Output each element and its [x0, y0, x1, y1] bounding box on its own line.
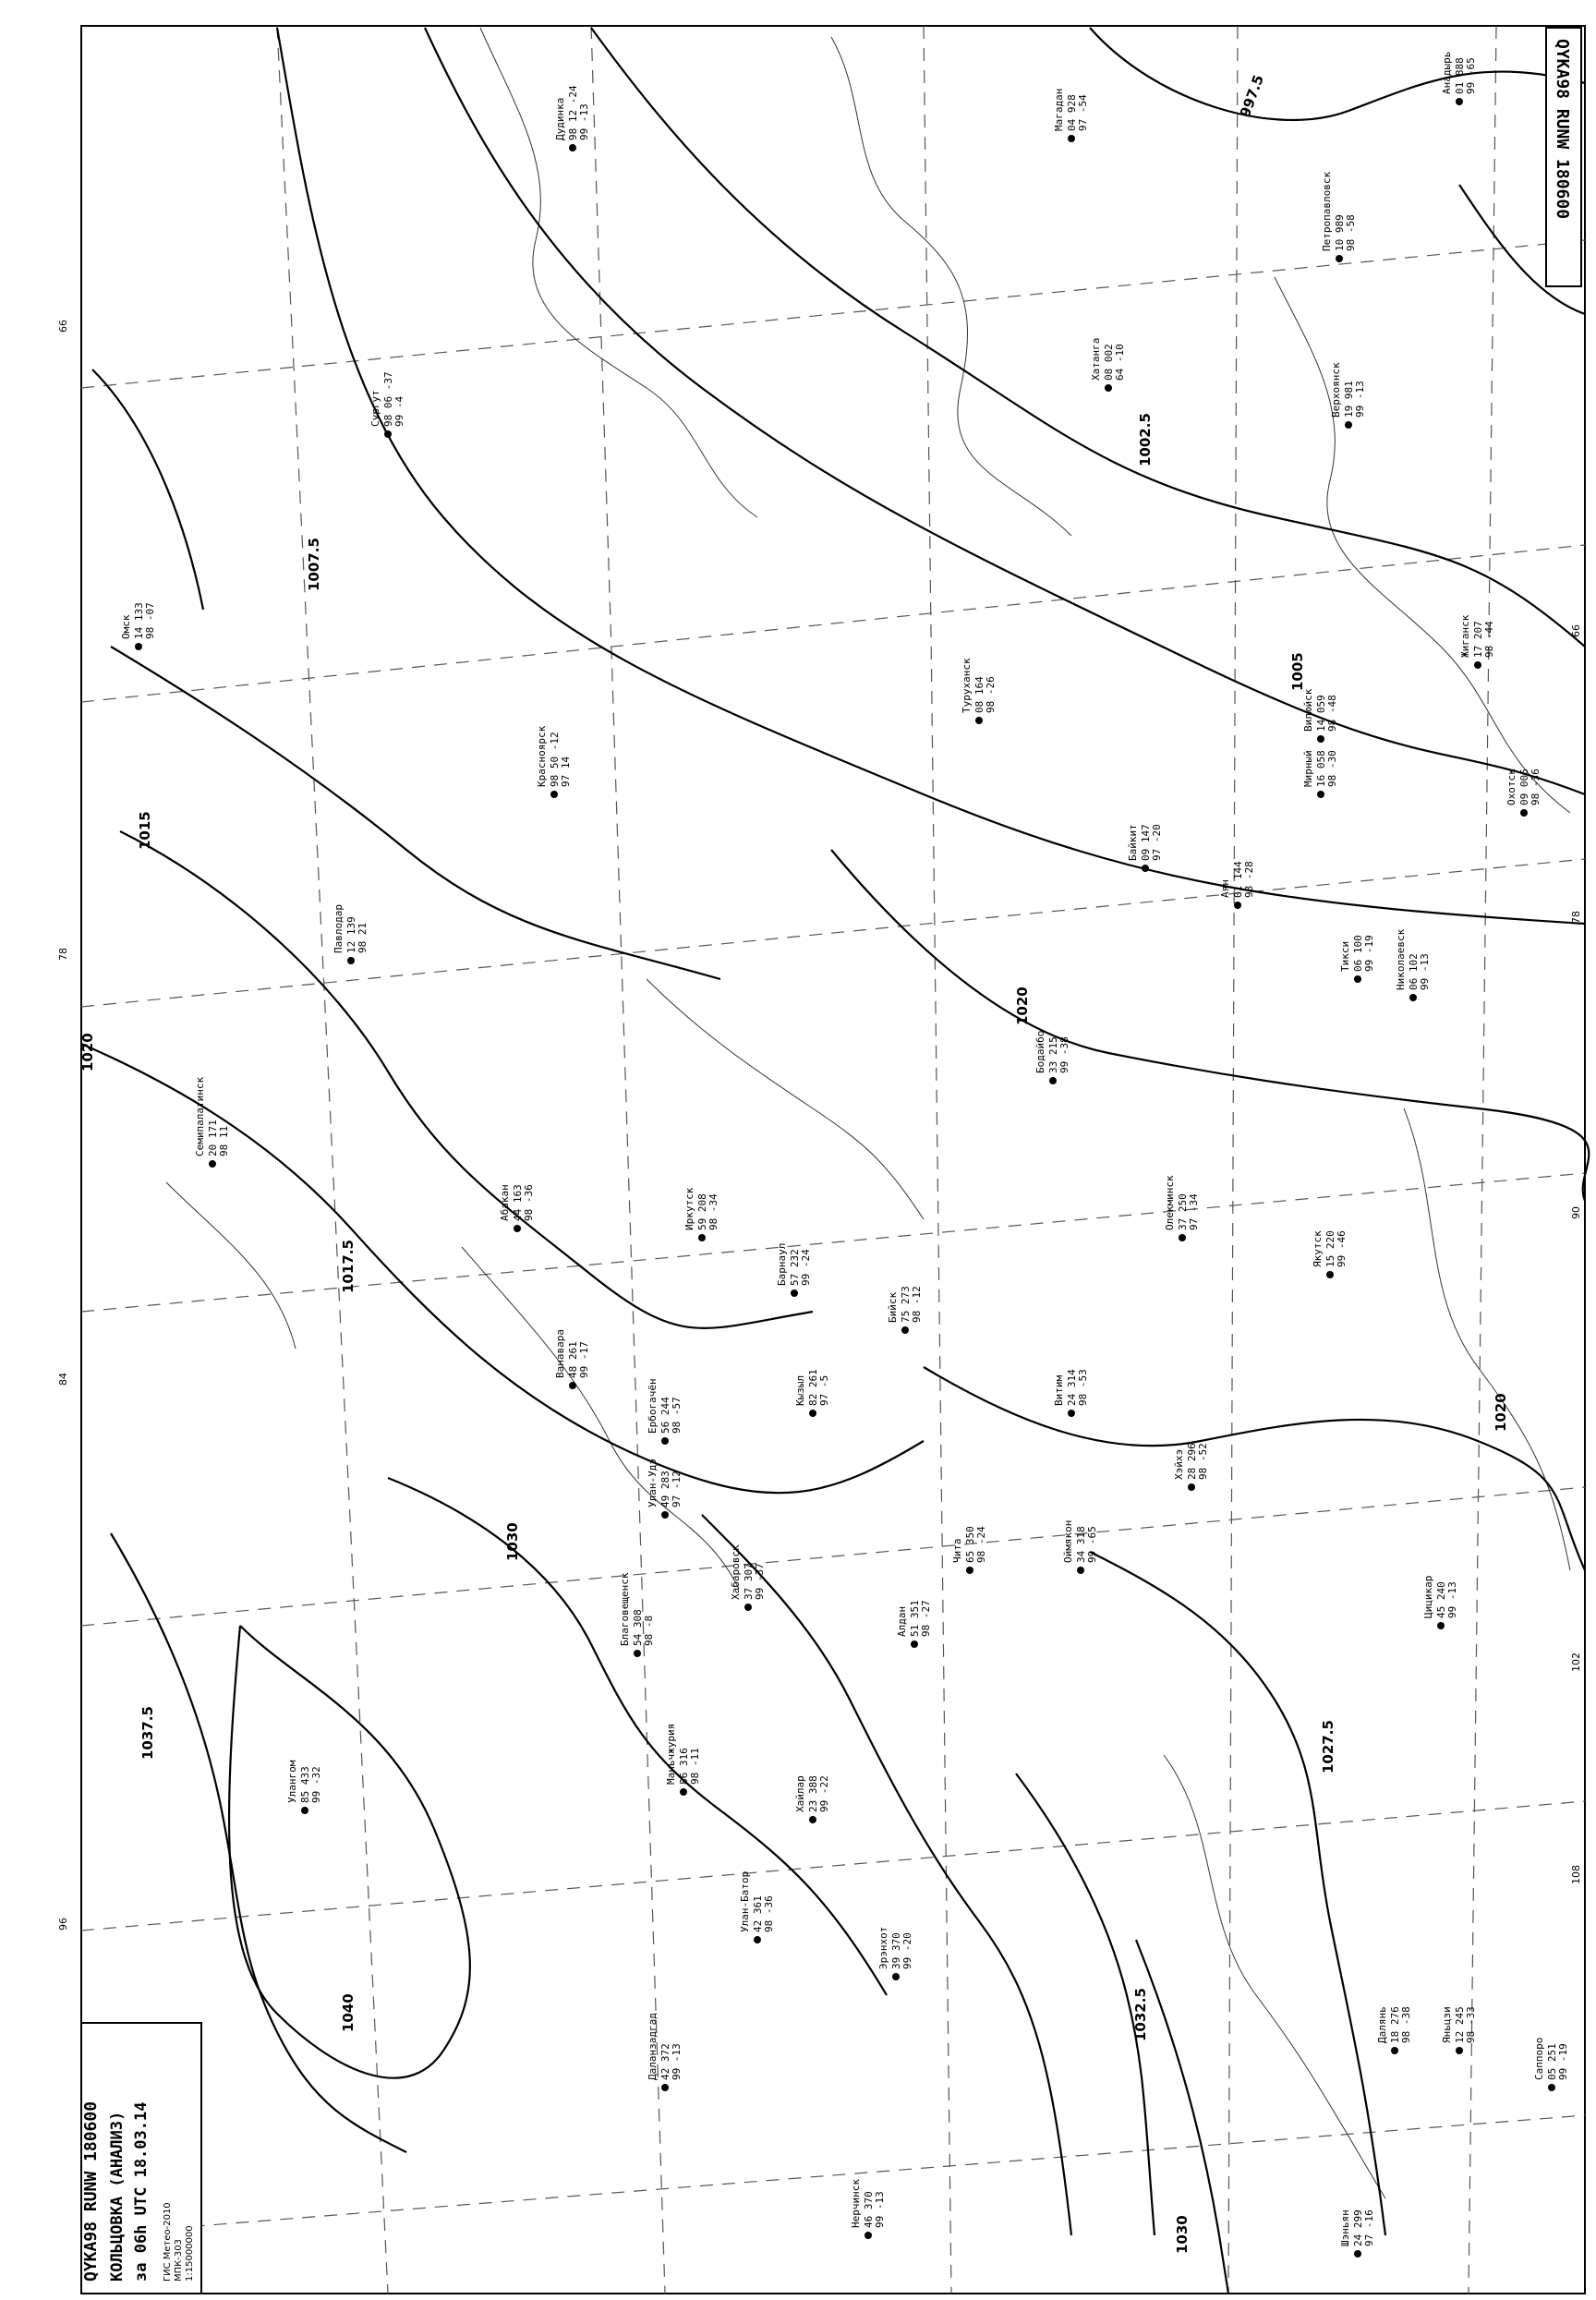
station-vilyuysk — [1302, 688, 1338, 743]
station-marker — [966, 1567, 973, 1574]
station-name: Николаевск — [1395, 928, 1407, 990]
station-obs: 98 -36 — [523, 1184, 535, 1221]
station-marker — [1234, 902, 1241, 909]
station-obs: 98 06 -37 — [382, 371, 394, 427]
station-name: Далянь — [1376, 2006, 1388, 2043]
station-tiksi — [1339, 935, 1375, 983]
station-obs: 98 50 -12 — [549, 732, 561, 787]
station-obs: 14 059 — [1315, 695, 1327, 732]
station-vanavara — [554, 1329, 590, 1389]
isobar-label: 1020 — [1014, 987, 1031, 1025]
station-obs: 97 -34 — [1188, 1193, 1200, 1230]
station-dalyan — [1376, 2006, 1412, 2054]
station-obs: 97 -16 — [1363, 2209, 1375, 2246]
station-obs: 98 -36 — [763, 1895, 775, 1932]
station-obs: 99 -22 — [818, 1775, 830, 1812]
station-obs: 98 -07 — [144, 602, 156, 639]
station-obs: 46 370 — [863, 2191, 875, 2228]
station-name: Петропавловск — [1321, 171, 1333, 251]
station-obs: 99 -32 — [310, 1766, 322, 1803]
station-marker — [1105, 384, 1112, 392]
station-obs: 15 220 — [1324, 1230, 1336, 1267]
station-obs: 97 14 — [560, 756, 572, 787]
isobar-1005 — [425, 28, 1585, 794]
station-name: Бийск — [887, 1291, 899, 1323]
station-kheykhe — [1173, 1443, 1209, 1491]
station-name: Даланзадгад — [647, 2013, 659, 2080]
station-krasnoyarsk — [536, 725, 572, 798]
station-obs: 01 888 — [1454, 57, 1466, 94]
station-marker — [634, 1650, 641, 1657]
bottom-footer: ГИС Метео-2010 — [163, 2202, 173, 2282]
station-obs: 12 245 — [1454, 2006, 1466, 2043]
station-obs: 09 006 — [1518, 769, 1530, 805]
station-obs: 99 -19 — [1363, 935, 1375, 972]
edge-mark-left: 96 — [57, 1918, 69, 1931]
station-obs: 16 058 — [1315, 750, 1327, 787]
station-name: Хатанга — [1090, 337, 1102, 381]
station-obs: 97 -54 — [1077, 94, 1089, 131]
station-vitim — [1053, 1369, 1089, 1417]
station-blagoveshchensk — [619, 1572, 655, 1657]
station-obs: 97 -12 — [671, 1471, 683, 1507]
station-obs: 99 -13 — [578, 103, 590, 140]
station-obs: 42 372 — [659, 2043, 671, 2080]
station-obs: 28 296 — [1186, 1443, 1198, 1480]
station-name: Алдан — [896, 1605, 908, 1637]
station-name: Иркутск — [683, 1187, 695, 1230]
station-sapporo — [1533, 2038, 1569, 2091]
isobar-label: 1020 — [79, 1033, 96, 1071]
bottom-title-line1: QYKA98 RUNW 180600 — [81, 2100, 101, 2282]
station-oymyakon — [1062, 1520, 1098, 1574]
isobars — [81, 28, 1589, 2294]
edge-mark-left: 84 — [57, 1373, 69, 1386]
station-marker — [791, 1289, 798, 1297]
station-obs: 98 -24 — [975, 1526, 987, 1563]
station-obs: 98 -57 — [671, 1397, 683, 1434]
station-bodaybo — [1034, 1031, 1070, 1084]
station-marker — [1077, 1567, 1084, 1574]
station-obs: 98 -44 — [1483, 621, 1495, 658]
stations — [120, 52, 1569, 2258]
station-obs: 99 -17 — [578, 1341, 590, 1378]
station-khatanga — [1090, 338, 1126, 392]
station-manchzhuriya — [665, 1724, 701, 1796]
station-marker — [809, 1816, 816, 1823]
station-name: Олекминск — [1164, 1175, 1176, 1230]
isobar-label: 1040 — [340, 1993, 357, 2032]
isobar-label: 1030 — [1174, 2215, 1191, 2254]
station-marker — [744, 1604, 752, 1611]
edge-mark-left: 78 — [57, 948, 69, 961]
station-obs: 18 276 — [1389, 2006, 1401, 2043]
station-name: Витим — [1053, 1374, 1065, 1406]
station-name: Магадан — [1053, 88, 1065, 131]
station-obs: 99 -13 — [874, 2191, 886, 2228]
station-marker — [680, 1788, 687, 1796]
isobar-1020b — [831, 850, 1589, 1201]
station-obs: 86 316 — [678, 1748, 690, 1785]
station-okhotsk — [1505, 769, 1542, 817]
station-ayan — [1219, 861, 1255, 909]
edge-mark-left: 66 — [57, 320, 69, 333]
station-obs: 64 -10 — [1114, 344, 1126, 381]
station-name: Улан-Батор — [739, 1870, 751, 1932]
station-tsitsikar — [1422, 1576, 1458, 1629]
station-obs: 23 388 — [807, 1775, 819, 1812]
isobar-label: 997.5 — [1236, 72, 1267, 120]
station-name: Аян — [1219, 879, 1231, 898]
station-obs: 06 100 — [1352, 935, 1364, 972]
station-obs: 75 273 — [900, 1286, 912, 1323]
isobar-1020c — [924, 1367, 1585, 1570]
station-obs: 01 144 — [1232, 861, 1244, 898]
station-nerchinsk — [850, 2179, 886, 2239]
station-obs: 08 164 — [973, 676, 985, 713]
station-obs: 98 -34 — [707, 1193, 719, 1230]
station-name: Якутск — [1312, 1230, 1324, 1267]
station-name: Нерчинск — [850, 2179, 862, 2228]
isobar-label: 1037.5 — [139, 1706, 156, 1760]
station-obs: 97 -5 — [818, 1374, 830, 1406]
isobar-1007-5 — [277, 28, 1585, 924]
isobar-label: 1030 — [504, 1522, 521, 1561]
station-obs: 98 -28 — [1243, 861, 1255, 898]
station-obs: 98 -33 — [1465, 2006, 1477, 2043]
station-name: Барнаул — [776, 1242, 788, 1286]
station-ulan-bator — [739, 1871, 775, 1943]
isobar-label: 1020 — [1493, 1393, 1509, 1432]
station-omsk — [120, 602, 156, 650]
station-yakutsk — [1312, 1230, 1348, 1278]
station-marker — [892, 1973, 900, 1980]
station-obs: 10 989 — [1334, 214, 1346, 251]
station-obs: 37 307 — [743, 1563, 755, 1600]
station-obs: 99 -13 — [671, 2043, 683, 2080]
edge-mark-right: 108 — [1570, 1865, 1582, 1884]
station-obs: 45 240 — [1435, 1581, 1447, 1618]
station-aldan — [896, 1600, 932, 1648]
station-marker — [1179, 1234, 1186, 1241]
station-name: Жиганск — [1459, 614, 1471, 658]
station-obs: 54 308 — [632, 1609, 644, 1646]
isobar-1030a — [388, 1478, 887, 1995]
station-name: Вилюйск — [1302, 688, 1314, 732]
station-obs: 97 -20 — [1151, 824, 1163, 861]
station-obs: 99 -46 — [1336, 1230, 1348, 1267]
station-name: Цицикар — [1422, 1575, 1434, 1618]
station-nikolaevsk — [1395, 928, 1431, 1001]
station-name: Омск — [120, 614, 132, 639]
edge-marks — [57, 320, 1582, 1931]
station-dalanzadgad — [647, 2013, 683, 2091]
station-name: Тикси — [1339, 940, 1351, 972]
station-marker — [347, 957, 355, 964]
station-obs: 34 318 — [1075, 1526, 1087, 1563]
station-ulangom — [286, 1760, 322, 1814]
station-obs: 42 361 — [752, 1895, 764, 1932]
station-obs: 39 370 — [890, 1932, 902, 1969]
station-name: Семипалатинск — [194, 1076, 206, 1156]
station-name: Анадырь — [1441, 51, 1453, 94]
station-marker — [1437, 1622, 1445, 1629]
station-name: Красноярск — [536, 725, 548, 787]
station-name: Хэйхэ — [1173, 1448, 1185, 1480]
station-obs: 56 244 — [659, 1397, 671, 1434]
isobar-label: 1017.5 — [340, 1240, 357, 1293]
bottom-title-line2: КОЛЬЦОВКА (АНАЛИЗ) — [108, 2111, 127, 2282]
station-marker — [301, 1807, 308, 1814]
station-obs: 98 -38 — [1400, 2006, 1412, 2043]
isobar-labels — [79, 73, 1509, 2254]
station-barnaul — [776, 1243, 812, 1297]
station-marker — [209, 1160, 216, 1168]
station-obs: 98 -11 — [689, 1748, 701, 1785]
station-marker — [901, 1326, 909, 1334]
station-name: Кызыл — [794, 1374, 806, 1406]
station-name: Байкит — [1127, 824, 1139, 861]
station-name: Улангом — [286, 1760, 298, 1803]
station-marker — [1142, 865, 1149, 872]
isobar-label: 1007.5 — [306, 538, 322, 591]
station-obs: 33 215 — [1047, 1036, 1059, 1073]
station-obs: 06 102 — [1408, 953, 1420, 990]
station-marker — [1520, 809, 1528, 817]
station-obs: 48 261 — [567, 1341, 579, 1378]
station-obs: 98 -30 — [1326, 750, 1338, 787]
station-obs: 51 351 — [909, 1600, 921, 1637]
edge-mark-right: 78 — [1570, 911, 1582, 924]
station-marker — [1326, 1271, 1334, 1278]
bottom-footer: МПК-303 — [174, 2239, 184, 2282]
station-obs: 98 -52 — [1197, 1443, 1209, 1480]
station-marker — [975, 717, 983, 724]
station-anadyr — [1441, 52, 1477, 105]
station-marker — [1456, 98, 1463, 105]
station-marker — [661, 2084, 669, 2091]
station-irkutsk — [683, 1187, 719, 1241]
station-obs: 37 250 — [1177, 1193, 1189, 1230]
station-magadan — [1053, 89, 1089, 142]
top-title-box — [1546, 28, 1581, 286]
station-marker — [1336, 255, 1343, 262]
station-obs: 98 12 -24 — [567, 85, 579, 140]
station-shenyan — [1339, 2209, 1375, 2258]
station-marker — [1317, 735, 1324, 743]
station-obs: 05 251 — [1546, 2043, 1558, 2080]
station-name: Хайлар — [794, 1775, 806, 1812]
station-marker — [569, 144, 576, 151]
station-name: Яньцзи — [1441, 2006, 1453, 2043]
station-name: Улан-Удэ — [647, 1459, 659, 1507]
station-obs: 17 207 — [1472, 621, 1484, 658]
isobar-label: 1032.5 — [1132, 1988, 1149, 2041]
station-erenkhot — [877, 1927, 913, 1980]
station-kyzyl — [794, 1369, 830, 1417]
station-name: Сургут — [369, 390, 381, 427]
station-marker — [864, 2232, 872, 2239]
station-name: Саппоро — [1533, 2037, 1545, 2080]
station-obs: 99 -13 — [1354, 381, 1366, 418]
station-khabarovsk — [730, 1544, 766, 1611]
station-obs: 99 -20 — [901, 1932, 913, 1969]
station-name: Дудинка — [554, 97, 566, 140]
station-marker — [1354, 2250, 1361, 2258]
station-obs: 99 -4 — [393, 395, 405, 427]
station-name: Оймякон — [1062, 1519, 1074, 1563]
station-name: Ванавара — [554, 1329, 566, 1378]
station-obs: 19 981 — [1343, 381, 1355, 418]
isobar-1015 — [111, 647, 720, 979]
station-marker — [911, 1640, 918, 1648]
station-marker — [661, 1437, 669, 1445]
station-name: Чита — [951, 1538, 963, 1563]
station-name: Благовещенск — [619, 1572, 631, 1646]
station-name: Павлодар — [332, 904, 345, 953]
coastlines — [166, 28, 1570, 2198]
station-surgut — [369, 371, 405, 438]
edge-mark-right: 102 — [1570, 1652, 1582, 1672]
station-obs: 99 -65 — [1086, 1526, 1098, 1563]
station-name: Маньчжурия — [665, 1723, 677, 1785]
station-name: Абакан — [499, 1184, 511, 1221]
station-obs: 98 -27 — [920, 1600, 932, 1637]
station-biysk — [887, 1286, 923, 1334]
station-obs: 99 -24 — [800, 1249, 812, 1286]
station-verkhoyansk — [1330, 362, 1366, 429]
graticule — [81, 26, 1585, 2294]
station-khaylar — [794, 1775, 830, 1823]
station-obs: 99 -19 — [1557, 2043, 1569, 2080]
station-name: Охотск — [1505, 769, 1517, 805]
station-chita — [951, 1526, 987, 1574]
station-turukhansk — [961, 658, 997, 724]
isobar-997-5 — [1090, 28, 1585, 120]
station-name: Ербогачён — [647, 1378, 659, 1434]
station-obs: 99 -13 — [1446, 1581, 1458, 1618]
station-marker — [809, 1410, 816, 1417]
isobar-label: 1002.5 — [1137, 413, 1154, 466]
station-obs: 24 299 — [1352, 2209, 1364, 2246]
station-marker — [1068, 1410, 1075, 1417]
station-obs: 57 232 — [789, 1249, 801, 1286]
station-obs: 98 11 — [218, 1125, 230, 1156]
station-obs: 98 -53 — [1077, 1369, 1089, 1406]
station-marker — [1345, 421, 1352, 429]
bottom-title-box — [81, 2023, 201, 2294]
station-marker — [1409, 994, 1417, 1001]
station-obs: 99 -37 — [754, 1563, 766, 1600]
station-petropavlovsk — [1321, 172, 1357, 262]
station-obs: 59 208 — [696, 1193, 708, 1230]
station-marker — [1456, 2047, 1463, 2054]
station-marker — [1068, 135, 1075, 142]
station-marker — [569, 1382, 576, 1389]
bottom-title-line3: за 06h UTC 18.03.14 — [132, 2101, 151, 2282]
station-obs: 98 -48 — [1326, 695, 1338, 732]
station-name: Хабаровск — [730, 1544, 742, 1600]
isobar-label: 1015 — [137, 811, 153, 850]
station-obs: 99 -65 — [1465, 57, 1477, 94]
station-marker — [135, 643, 142, 650]
isobar-label: 1027.5 — [1320, 1720, 1336, 1773]
station-marker — [698, 1234, 706, 1241]
station-name: Верхоянск — [1330, 362, 1342, 418]
station-dudinka — [554, 85, 590, 151]
station-obs: 98 -26 — [985, 676, 997, 713]
station-marker — [1049, 1077, 1057, 1084]
station-semipalatinsk — [194, 1077, 230, 1168]
station-marker — [1474, 661, 1481, 669]
station-name: Мирный — [1302, 750, 1314, 787]
top-title: QYKA98 RUNW 180600 — [1553, 39, 1572, 220]
station-obs: 98 -12 — [911, 1286, 923, 1323]
station-mirny — [1302, 750, 1338, 798]
station-marker — [514, 1225, 521, 1232]
station-obs: 98 -58 — [1345, 214, 1357, 251]
station-name: Туруханск — [961, 658, 973, 713]
station-pavlodar — [332, 904, 369, 964]
station-obs: 85 433 — [299, 1766, 311, 1803]
station-obs: 12 139 — [345, 916, 357, 953]
station-obs: 98 -8 — [643, 1615, 655, 1646]
station-marker — [550, 791, 558, 798]
station-obs: 04 928 — [1066, 94, 1078, 131]
station-obs: 24 314 — [1066, 1369, 1078, 1406]
station-marker — [1391, 2047, 1398, 2054]
station-obs: 99 -13 — [1419, 953, 1431, 990]
station-name: Эрэнхот — [877, 1926, 889, 1969]
station-marker — [1188, 1483, 1195, 1491]
edge-mark-right: 66 — [1570, 624, 1582, 637]
station-marker — [754, 1936, 761, 1943]
station-obs: 82 261 — [807, 1369, 819, 1406]
station-obs: 98 21 — [357, 922, 369, 953]
station-obs: 44 163 — [512, 1184, 524, 1221]
station-obs: 99 -38 — [1058, 1036, 1070, 1073]
station-name: Шэньян — [1339, 2209, 1351, 2246]
station-marker — [1317, 791, 1324, 798]
edge-mark-right: 90 — [1570, 1206, 1582, 1219]
station-obs: 08 002 — [1103, 344, 1115, 381]
station-obs: 65 350 — [964, 1526, 976, 1563]
isobar-1027-5 — [1090, 1552, 1385, 2235]
station-erbogachen — [647, 1378, 683, 1445]
station-olekminsk — [1164, 1175, 1200, 1241]
isobar-label: 1005 — [1289, 652, 1306, 691]
station-obs: 09 147 — [1140, 824, 1152, 861]
station-marker — [1354, 975, 1361, 983]
station-zhigansk — [1459, 614, 1495, 669]
station-marker — [1548, 2084, 1555, 2091]
station-obs: 20 171 — [207, 1120, 219, 1156]
station-marker — [661, 1511, 669, 1519]
station-obs: 49 283 — [659, 1471, 671, 1507]
station-marker — [384, 430, 392, 438]
bottom-footer: 1:15000000 — [185, 2225, 195, 2282]
station-name: Бодайбо — [1034, 1030, 1046, 1073]
station-obs: 14 133 — [133, 602, 145, 639]
station-obs: 98 -36 — [1530, 769, 1542, 805]
